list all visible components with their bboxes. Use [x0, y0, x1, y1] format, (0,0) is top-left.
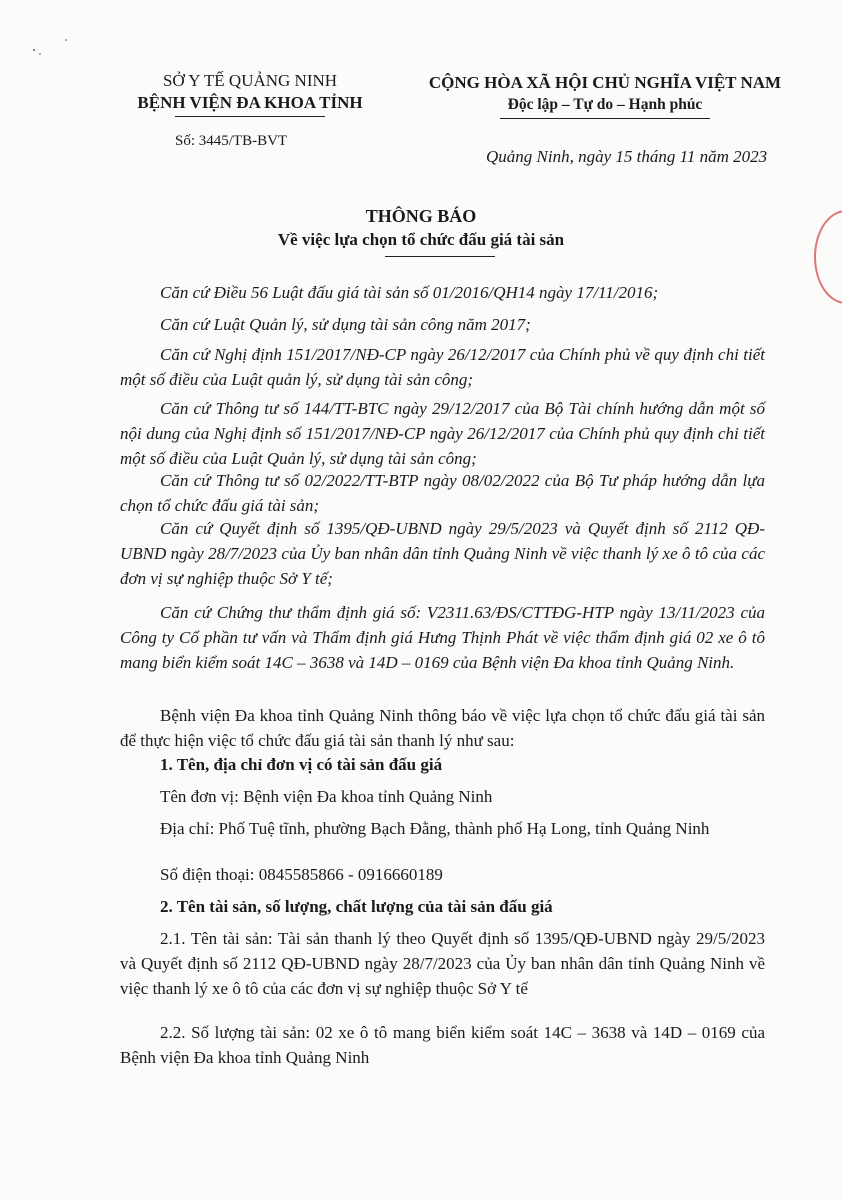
legal-basis-7: Căn cứ Chứng thư thẩm định giá số: V2311.63/ĐS/CTTĐG-HTP ngày 13/11/2023 của Công ty Cổ phần tư vấn và Thẩm định giá Hưng Thịnh Phát về việc thẩm định giá 02 xe ô tô mang biển kiểm soát 14C – 3638 và 14D – 0169 của Bệnh viện Đa khoa tỉnh Quảng Ninh.: [120, 603, 765, 672]
unit-phone: Số điện thoại: 0845585866 - 0916660189: [160, 865, 443, 884]
legal-basis-5: Căn cứ Thông tư số 02/2022/TT-BTP ngày 08/02/2022 của Bộ Tư pháp hướng dẫn lựa chọn tổ chức đấu giá tài sản;: [120, 471, 765, 515]
hospital-name: BỆNH VIỆN ĐA KHOA TỈNH: [137, 93, 363, 112]
unit-address: Địa chỉ: Phố Tuệ tĩnh, phường Bạch Đằng, thành phố Hạ Long, tỉnh Quảng Ninh: [160, 819, 710, 838]
national-header: [405, 72, 805, 119]
nation-name: CỘNG HÒA XÃ HỘI CHỦ NGHĨA VIỆT NAM: [428, 73, 782, 92]
title-underline: [385, 256, 495, 257]
legal-basis-6: Căn cứ Quyết định số 1395/QĐ-UBND ngày 29/5/2023 và Quyết định số 2112 QĐ-UBND ngày 28/7/2023 của Ủy ban nhân dân tỉnh Quảng Ninh về việc thanh lý xe ô tô của các đơn vị sự nghiệp thuộc Sở Y tế;: [120, 519, 765, 588]
motto-underline: [500, 118, 710, 119]
legal-basis-4: Căn cứ Thông tư số 144/TT-BTC ngày 29/12/2017 của Bộ Tài chính hướng dẫn một số nội dung của Nghị định số 151/2017/NĐ-CP ngày 26/12/2017 của Chính phủ quy định chi tiết một số điều của Luật Quản lý, sử dụng tài sản công;: [120, 399, 765, 468]
issuer-underline: [175, 116, 325, 117]
asset-quantity: 2.2. Số lượng tài sản: 02 xe ô tô mang biển kiểm soát 14C – 3638 và 14D – 0169 của Bệnh viện Đa khoa tỉnh Quảng Ninh: [120, 1023, 765, 1067]
unit-name: Tên đơn vị: Bệnh viện Đa khoa tỉnh Quảng Ninh: [160, 787, 493, 806]
national-motto: Độc lập – Tự do – Hạnh phúc: [507, 96, 703, 113]
scan-specks: [30, 38, 70, 58]
section-1-heading: 1. Tên, địa chỉ đơn vị có tài sản đấu giá: [160, 755, 443, 774]
issuer-header: [120, 70, 380, 117]
document-title: THÔNG BÁO: [365, 206, 477, 226]
intro-paragraph: Bệnh viện Đa khoa tỉnh Quảng Ninh thông báo về việc lựa chọn tổ chức đấu giá tài sản để thực hiện việc tổ chức đấu giá tài sản thanh lý như sau:: [120, 706, 765, 750]
issue-date: Quảng Ninh, ngày 15 tháng 11 năm 2023: [486, 147, 768, 166]
legal-basis-3: Căn cứ Nghị định 151/2017/NĐ-CP ngày 26/12/2017 của Chính phủ về quy định chi tiết một số điều của Luật quản lý, sử dụng tài sản công;: [120, 345, 765, 389]
section-2-heading: 2. Tên tài sản, số lượng, chất lượng của tài sản đấu giá: [160, 897, 553, 916]
legal-basis-1: Căn cứ Điều 56 Luật đấu giá tài sản số 01/2016/QH14 ngày 17/11/2016;: [160, 283, 659, 302]
document-number: Số: 3445/TB-BVT: [175, 133, 288, 149]
asset-name: 2.1. Tên tài sản: Tài sản thanh lý theo Quyết định số 1395/QĐ-UBND ngày 29/5/2023 và Quyết định số 2112 QĐ-UBND ngày 28/7/2023 của Ủy ban nhân dân tỉnh Quảng Ninh về việc thanh lý xe ô tô của các đơn vị sự nghiệp thuộc Sở Y tế: [120, 929, 765, 998]
document-subtitle: Về việc lựa chọn tổ chức đấu giá tài sản: [277, 230, 565, 249]
parent-organization: SỞ Y TẾ QUẢNG NINH: [162, 71, 338, 90]
legal-basis-2: Căn cứ Luật Quản lý, sử dụng tài sản công năm 2017;: [160, 315, 531, 334]
